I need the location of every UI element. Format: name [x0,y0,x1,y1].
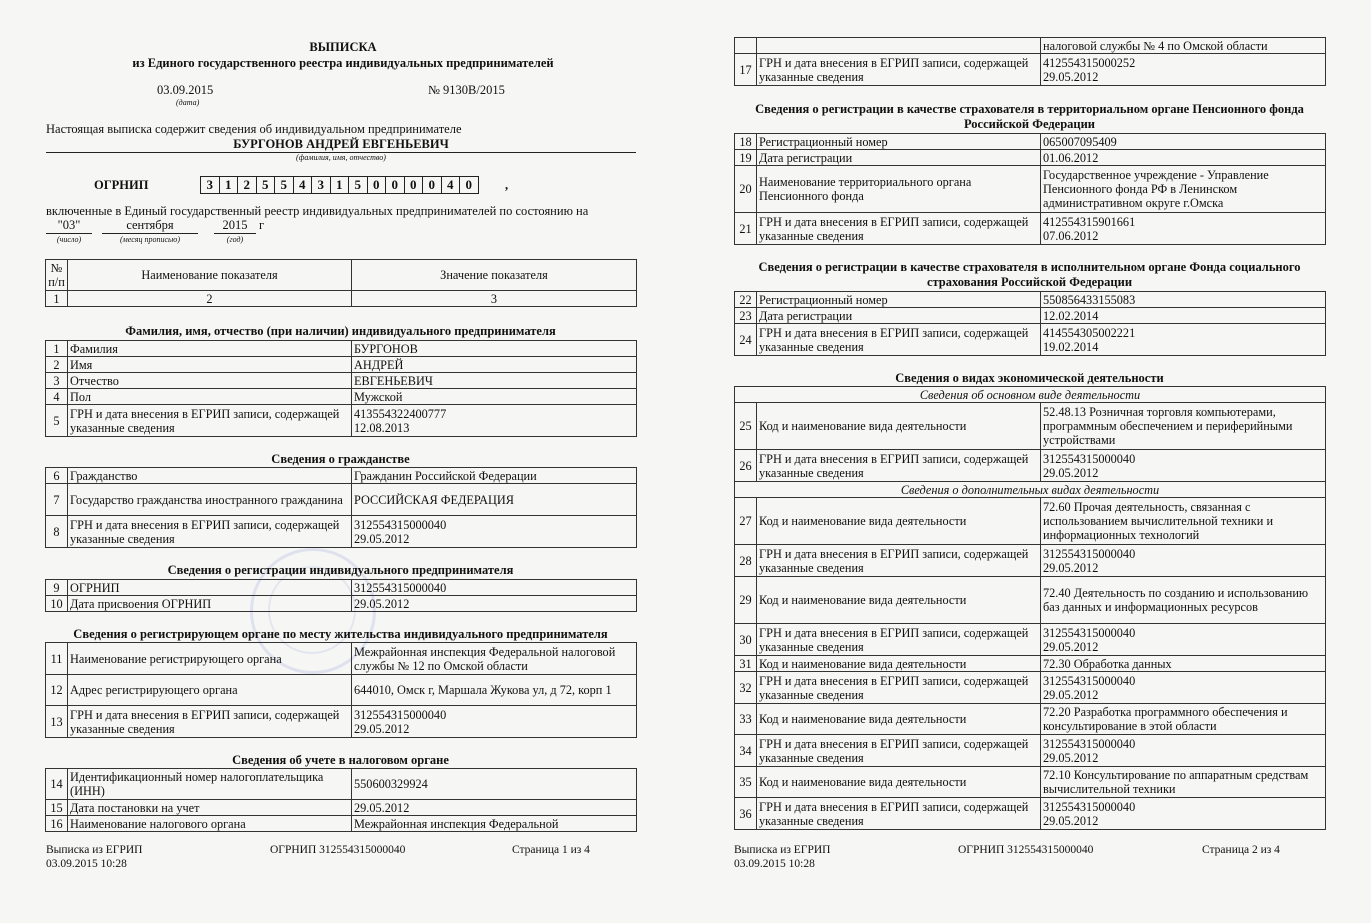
row-value: 72.60 Прочая деятельность, связанная с использованием вычислительной техники и информационных технологий [1041,498,1326,545]
row-value [1041,54,1326,86]
table-row [46,516,637,548]
grn-date: 12.08.2013 [354,420,410,435]
row-label: ГРН и дата внесения в ЕГРИП записи, содержащей указанные сведения [757,624,1041,656]
row-num: 34 [735,735,757,767]
table-row [46,769,637,800]
row-value [1041,450,1326,482]
row-num: 33 [735,704,757,735]
row-num: 19 [735,150,757,166]
grn: 414554305002221 [1043,325,1136,340]
table-fio [45,340,637,437]
table-pension [734,133,1326,245]
header-table [45,259,637,307]
row-num: 20 [735,166,757,213]
table-row [735,213,1326,245]
row-value: БУРГОНОВ [352,341,637,357]
row-num: 3 [46,373,68,389]
table-row [46,373,637,389]
fio-caption: (фамилия, имя, отчество) [296,153,386,162]
row-value: 72.40 Деятельность по созданию и использованию баз данных и информационных ресурсов [1041,577,1326,624]
row-value: Мужской [352,389,637,405]
row-value: Межрайонная инспекция Федеральной [352,816,637,832]
table-social-insurance [734,291,1326,356]
section-tax: Сведения об учете в налоговом органе [232,753,449,767]
row-num: 1 [46,341,68,357]
grn-date: 29.05.2012 [354,531,410,546]
row-label: Регистрационный номер [757,292,1041,308]
row-value: 72.10 Консультирование по аппаратным средствам вычислительной техники [1041,767,1326,798]
row-num: 25 [735,403,757,450]
row-label: ГРН и дата внесения в ЕГРИП записи, содержащей указанные сведения [757,54,1041,86]
ogrnip-digit: 3 [311,176,331,194]
subsection-extra-activities: Сведения о дополнительных видах деятельности [735,482,1326,498]
row-num: 16 [46,816,68,832]
col-index-2: 2 [68,291,352,307]
table-tax [45,768,637,832]
row-num: 32 [735,672,757,704]
table-row [735,54,1326,86]
section-social-insurance: Сведения о регистрации в качестве страхователя в исполнительном органе Фонда социального страхования Российской Федерации [758,260,1301,289]
row-num: 26 [735,450,757,482]
ogrnip-digit: 2 [237,176,257,194]
row-label: Код и наименование вида деятельности [757,403,1041,450]
row-value: РОССИЙСКАЯ ФЕДЕРАЦИЯ [352,484,637,516]
footer-ogrnip: ОГРНИП 312554315000040 [958,844,1094,856]
included-text: включенные в Единый государственный реестр индивидуальных предпринимателей по состоянию на [46,204,589,218]
row-value: 52.48.13 Розничная торговля компьютерами, программным обеспечением и периферийными устройствами [1041,403,1326,450]
ogrnip-suffix: , [505,178,509,192]
row-num [735,38,757,54]
row-num: 8 [46,516,68,548]
table-row [735,656,1326,672]
ogrnip-label: ОГРНИП [94,178,149,192]
ogrnip-digit: 1 [330,176,350,194]
grn-date: 29.05.2012 [1043,560,1099,575]
row-num: 31 [735,656,757,672]
row-label: ГРН и дата внесения в ЕГРИП записи, содержащей указанные сведения [68,516,352,548]
ogrnip-digit: 0 [422,176,442,194]
grn: 413554322400777 [354,406,447,421]
footer-timestamp: 03.09.2015 10:28 [734,858,815,870]
row-label: Наименование регистрирующего органа [68,643,352,675]
grn: 312554315000040 [354,707,447,722]
row-num: 15 [46,800,68,816]
cap-month: (месяц прописью) [120,235,180,244]
table-row [46,596,637,612]
ogrnip-digit: 5 [274,176,294,194]
row-value: 550856433155083 [1041,292,1326,308]
row-num: 18 [735,134,757,150]
state-year-suffix: г [259,218,265,232]
row-label: Фамилия [68,341,352,357]
section-citizenship: Сведения о гражданстве [271,452,410,466]
section-registration: Сведения о регистрации индивидуального предпринимателя [167,563,514,577]
grn: 312554315000040 [1043,799,1136,814]
row-num: 6 [46,468,68,484]
col-value-header: Значение показателя [352,260,637,291]
table-row [735,134,1326,150]
table-row [735,704,1326,735]
row-value: налоговой службы № 4 по Омской области [1041,38,1326,54]
row-value: 312554315000040 [352,580,637,596]
grn: 312554315000040 [1043,625,1136,640]
row-value: Гражданин Российской Федерации [352,468,637,484]
grn-date: 29.05.2012 [1043,687,1099,702]
col-num-header: № п/п [46,260,68,291]
cap-day: (число) [56,235,82,244]
row-label: Регистрационный номер [757,134,1041,150]
row-num: 4 [46,389,68,405]
row-label: Код и наименование вида деятельности [757,704,1041,735]
table-row [46,800,637,816]
ogrnip-digit: 0 [459,176,479,194]
footer-page-number: Страница 1 из 4 [512,844,590,856]
table-row [46,484,637,516]
row-value: 29.05.2012 [352,800,637,816]
table-row [735,767,1326,798]
ogrnip-digit: 3 [200,176,220,194]
table-row [735,577,1326,624]
row-value: ЕВГЕНЬЕВИЧ [352,373,637,389]
row-value: 065007095409 [1041,134,1326,150]
row-num: 5 [46,405,68,437]
row-num: 21 [735,213,757,245]
doc-date-caption: (дата) [176,98,200,107]
row-num: 30 [735,624,757,656]
table-row [735,292,1326,308]
row-num: 27 [735,498,757,545]
table-row [46,675,637,706]
col-name-header: Наименование показателя [68,260,352,291]
table-row [46,706,637,738]
row-num: 12 [46,675,68,706]
table-row [46,468,637,484]
row-label: Государство гражданства иностранного гражданина [68,484,352,516]
ogrnip-digit: 0 [385,176,405,194]
row-label: Отчество [68,373,352,389]
table-row [735,166,1326,213]
row-label: Наименование налогового органа [68,816,352,832]
table-row [735,498,1326,545]
table-row [46,580,637,596]
grn: 412554315000252 [1043,55,1136,70]
row-value [1041,545,1326,577]
row-num: 35 [735,767,757,798]
ogrnip-digit: 0 [367,176,387,194]
row-label: Наименование территориального органа Пенсионного фонда [757,166,1041,213]
section-activities: Сведения о видах экономической деятельности [895,371,1164,385]
grn: 312554315000040 [1043,451,1136,466]
row-label: Дата постановки на учет [68,800,352,816]
row-value [1041,324,1326,356]
grn-date: 19.02.2014 [1043,339,1099,354]
row-num: 11 [46,643,68,675]
grn-date: 29.05.2012 [1043,750,1099,765]
row-num: 13 [46,706,68,738]
row-value [1041,624,1326,656]
row-value: 72.30 Обработка данных [1041,656,1326,672]
row-value [1041,672,1326,704]
table-row [46,643,637,675]
table-row [46,357,637,373]
row-label: Адрес регистрирующего органа [68,675,352,706]
grn-date: 29.05.2012 [1043,639,1099,654]
table-row [735,324,1326,356]
row-value: 12.02.2014 [1041,308,1326,324]
page-2 [686,0,1371,923]
row-num: 10 [46,596,68,612]
table-row [735,672,1326,704]
state-month: сентября [102,218,198,234]
fio: БУРГОНОВ АНДРЕЙ ЕВГЕНЬЕВИЧ [46,137,636,153]
row-num: 29 [735,577,757,624]
row-label: Код и наименование вида деятельности [757,577,1041,624]
cap-year: (год) [226,235,244,244]
state-day: "03" [46,218,92,234]
row-label: ГРН и дата внесения в ЕГРИП записи, содержащей указанные сведения [757,672,1041,704]
table-row [46,341,637,357]
row-value [1041,798,1326,830]
grn: 312554315000040 [1043,673,1136,688]
subsection-main-activity: Сведения об основном виде деятельности [735,387,1326,403]
row-label: Пол [68,389,352,405]
doc-date: 03.09.2015 [157,83,214,97]
row-label: Код и наименование вида деятельности [757,767,1041,798]
section-reg-authority: Сведения о регистрирующем органе по месту жительства индивидуального предпринимателя [73,627,608,641]
table-row [735,150,1326,166]
ogrnip-digit: 4 [293,176,313,194]
row-label: Имя [68,357,352,373]
doc-subtitle: из Единого государственного реестра индивидуальных предпринимателей [132,56,554,70]
row-value: 644010, Омск г, Маршала Жукова ул, д 72, корп 1 [352,675,637,706]
table-row [735,308,1326,324]
table-row [735,38,1326,54]
section-pension: Сведения о регистрации в качестве страхователя в территориальном органе Пенсионного фонда Российской Федерации [755,102,1304,131]
row-num: 28 [735,545,757,577]
grn-date: 29.05.2012 [1043,69,1099,84]
intro-text: Настоящая выписка содержит сведения об индивидуальном предпринимателе [46,122,462,136]
row-label: Код и наименование вида деятельности [757,656,1041,672]
footer-timestamp: 03.09.2015 10:28 [46,858,127,870]
footer-doc-name: Выписка из ЕГРИП [46,844,143,856]
row-label [757,38,1041,54]
table-row [46,389,637,405]
grn-date: 07.06.2012 [1043,228,1099,243]
row-value: АНДРЕЙ [352,357,637,373]
row-num: 9 [46,580,68,596]
row-num: 7 [46,484,68,516]
row-num: 17 [735,54,757,86]
table-row [735,735,1326,767]
footer-ogrnip: ОГРНИП 312554315000040 [270,844,406,856]
row-label: ГРН и дата внесения в ЕГРИП записи, содержащей указанные сведения [757,213,1041,245]
ogrnip-digit: 5 [348,176,368,194]
ogrnip-digit-boxes [200,176,478,194]
row-value: Межрайонная инспекция Федеральной налоговой службы № 12 по Омской области [352,643,637,675]
row-value [352,516,637,548]
row-num: 36 [735,798,757,830]
table-citizenship [45,467,637,548]
table-registration [45,579,637,612]
row-value: 72.20 Разработка программного обеспечения и консультирование в этой области [1041,704,1326,735]
table-row [735,798,1326,830]
row-label: ГРН и дата внесения в ЕГРИП записи, содержащей указанные сведения [68,706,352,738]
row-num: 2 [46,357,68,373]
footer-page-number: Страница 2 из 4 [1202,844,1280,856]
table-reg-authority [45,642,637,738]
row-num: 23 [735,308,757,324]
row-label: ОГРНИП [68,580,352,596]
ogrnip-digit: 0 [404,176,424,194]
table-row [46,816,637,832]
table-tax-continued [734,37,1326,86]
row-value: Государственное учреждение - Управление Пенсионного фонда РФ в Ленинском административном округе г.Омска [1041,166,1326,213]
row-label: ГРН и дата внесения в ЕГРИП записи, содержащей указанные сведения [757,545,1041,577]
row-value: 29.05.2012 [352,596,637,612]
row-label: ГРН и дата внесения в ЕГРИП записи, содержащей указанные сведения [68,405,352,437]
grn: 312554315000040 [1043,546,1136,561]
ogrnip-digit: 4 [441,176,461,194]
row-value [1041,735,1326,767]
row-label: Гражданство [68,468,352,484]
row-label: Дата присвоения ОГРНИП [68,596,352,612]
table-row [735,624,1326,656]
grn-date: 29.05.2012 [1043,813,1099,828]
table-row [46,405,637,437]
grn: 312554315000040 [354,517,447,532]
row-num: 22 [735,292,757,308]
row-label: ГРН и дата внесения в ЕГРИП записи, содержащей указанные сведения [757,798,1041,830]
table-row [735,403,1326,450]
row-label: ГРН и дата внесения в ЕГРИП записи, содержащей указанные сведения [757,324,1041,356]
col-index-1: 1 [46,291,68,307]
doc-number: № 9130В/2015 [428,83,505,97]
table-row [735,450,1326,482]
row-label: Идентификационный номер налогоплательщика (ИНН) [68,769,352,800]
grn-date: 29.05.2012 [354,721,410,736]
ogrnip-digit: 5 [256,176,276,194]
row-label: Дата регистрации [757,150,1041,166]
state-year: 2015 [214,218,256,234]
doc-title: ВЫПИСКА [309,40,377,54]
row-value [352,706,637,738]
row-label: Код и наименование вида деятельности [757,498,1041,545]
footer-doc-name: Выписка из ЕГРИП [734,844,831,856]
row-label: ГРН и дата внесения в ЕГРИП записи, содержащей указанные сведения [757,450,1041,482]
row-value: 01.06.2012 [1041,150,1326,166]
row-label: Дата регистрации [757,308,1041,324]
row-value: 550600329924 [352,769,637,800]
table-row [735,545,1326,577]
table-activities [734,386,1326,830]
section-fio: Фамилия, имя, отчество (при наличии) индивидуального предпринимателя [125,324,556,338]
grn: 312554315000040 [1043,736,1136,751]
col-index-3: 3 [352,291,637,307]
row-label: ГРН и дата внесения в ЕГРИП записи, содержащей указанные сведения [757,735,1041,767]
row-num: 14 [46,769,68,800]
ogrnip-digit: 1 [219,176,239,194]
row-num: 24 [735,324,757,356]
row-value [352,405,637,437]
row-value [1041,213,1326,245]
grn: 412554315901661 [1043,214,1136,229]
grn-date: 29.05.2012 [1043,465,1099,480]
